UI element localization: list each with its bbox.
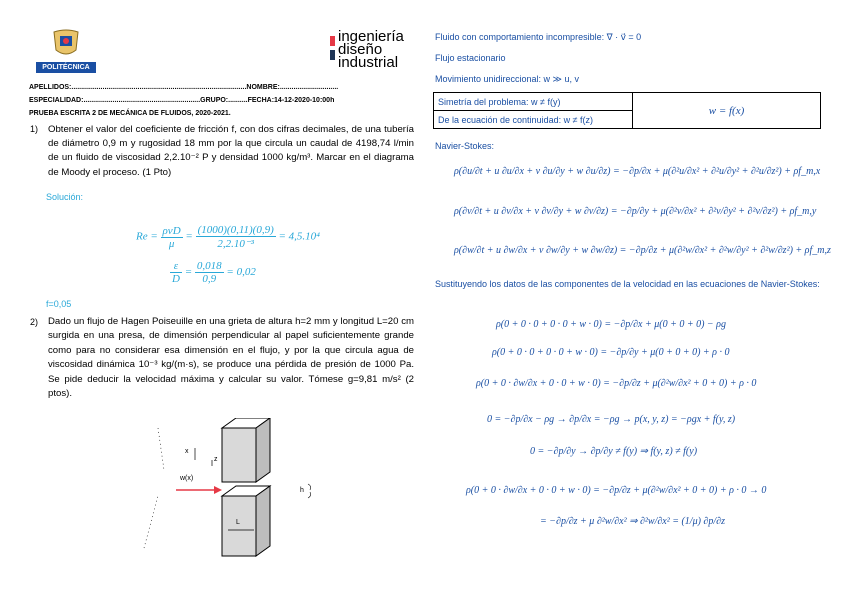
roughness-equation: $\frac{\varepsilon}{D}$ = $\frac{0,018}{0,9}$ = 0,02 bbox=[172, 260, 256, 285]
lower-block-side bbox=[256, 486, 270, 556]
upper-block-side bbox=[256, 418, 270, 482]
fig-z-label: z bbox=[214, 456, 218, 463]
upper-block-front bbox=[222, 428, 256, 482]
school-logo-line-3: industrial bbox=[338, 54, 399, 71]
re-result: = 4,5.10⁴ bbox=[278, 230, 320, 243]
especialidad-line: ESPECIALIDAD:............................................................GRUPO:..........FECHA:14-12-2020-10:00h bbox=[29, 97, 335, 104]
symmetry-cell-1: Simetría del problema: w ≠ f(y) bbox=[434, 93, 633, 111]
re-den-1: μ bbox=[168, 237, 175, 250]
guide-line-top bbox=[158, 428, 164, 470]
guide-line-bottom bbox=[144, 496, 158, 548]
solution-label: Solución: bbox=[46, 192, 84, 202]
school-logo-line-2: diseño bbox=[338, 41, 383, 58]
navier-stokes-x: ρ(∂u/∂t + u ∂u/∂x + v ∂u/∂y + w ∂u/∂z) = −∂p/∂x + μ(∂²u/∂x² + ∂²u/∂y² + ∂²u/∂z²) + ρf_m,x bbox=[454, 166, 821, 177]
problem-2-number: 2) bbox=[30, 317, 39, 327]
equation-3: ρ(0 + 0 · ∂w/∂x + 0 · 0 + w · 0) = −∂p/∂z + μ(∂²w/∂x² + 0 + 0) + ρ · 0 bbox=[476, 378, 757, 389]
lower-block-front bbox=[222, 496, 256, 556]
eps-fraction-2 bbox=[195, 260, 224, 285]
school-logo-bars-icon bbox=[328, 32, 338, 72]
incompressible-line: Fluido con comportamiento incompresible: ∇ · v⃗ = 0 bbox=[435, 32, 642, 42]
university-logo bbox=[36, 28, 96, 76]
symmetry-row-1 bbox=[434, 93, 821, 111]
eps-den: D bbox=[172, 273, 180, 285]
re-num-1: ρvD bbox=[162, 224, 181, 237]
re-num-2: (1000)(0,11)(0,9) bbox=[197, 224, 274, 236]
eps-den-2: 0,9 bbox=[202, 273, 217, 285]
navier-stokes-z: ρ(∂w/∂t + u ∂w/∂x + v ∂w/∂y + w ∂w/∂z) = −∂p/∂z + μ(∂²w/∂x² + ∂²w/∂y² + ∂²w/∂z²) + ρf_m,z bbox=[454, 245, 831, 256]
substitution-label: Sustituyendo los datos de las componentes de la velocidad en las ecuaciones de Navier-Stokes: bbox=[435, 279, 820, 289]
re-den-2: 2,2.10⁻³ bbox=[217, 238, 254, 250]
equation-2: ρ(0 + 0 · 0 + 0 · 0 + w · 0) = −∂p/∂y + μ(0 + 0 + 0) + ρ · 0 bbox=[492, 347, 730, 358]
eps-result: = 0,02 bbox=[226, 266, 256, 279]
crack-figure bbox=[140, 418, 330, 558]
navier-stokes-y: ρ(∂v/∂t + u ∂v/∂x + v ∂v/∂y + w ∂v/∂z) = −∂p/∂y + μ(∂²v/∂x² + ∂²v/∂y² + ∂²v/∂z²) + ρf_m,y bbox=[454, 206, 817, 217]
university-label: POLITÉCNICA bbox=[36, 62, 96, 73]
apellidos-line: APELLIDOS:..........................................................................................NOMBRE:.............................. bbox=[29, 84, 339, 91]
school-logo-line-1: ingeniería bbox=[338, 28, 404, 45]
problem-1-text: Obtener el valor del coeficiente de fricción f, con dos cifras decimales, de una tubería de diámetro 0,9 m y rugosidad 18 mm por la que circula un caudal de 4198,74 l/min de un fluido de viscosidad 2,2.10⁻² P y densidad 1000 kg/m³. Marcar en el diagrama de Moody el proceso. (1 Pto) bbox=[48, 124, 414, 178]
re-lhs: Re = bbox=[136, 230, 158, 243]
symmetry-result-cell: w = f(x) bbox=[633, 93, 821, 129]
height-bracket-icon bbox=[308, 484, 311, 498]
problem-1-answer: f=0,05 bbox=[46, 299, 72, 309]
navier-stokes-label: Navier-Stokes: bbox=[435, 141, 495, 151]
unidirectional-line: Movimiento unidireccional: w ≫ u, v bbox=[435, 74, 579, 84]
eps-num-2: 0,018 bbox=[196, 260, 222, 272]
problem-2-text: Dado un flujo de Hagen Poiseuille en una grieta de altura h=2 mm y longitud L=20 cm surgida en una presa, de dimensión perpendicular al papel suficientemente grande como para no considerar esa dimensión en el flujo, y por la que circula agua de viscosidad dinámica 10⁻³ kg/(m·s), se produce una pérdida de presión de 1000 Pa. Se pide deducir la velocidad máxima y calcular su valor. Tómese g=9,81 m/s² (2 ptos). bbox=[48, 316, 414, 400]
reynolds-equation: Re = $\frac{\text{ρvD}}{\mu}$ = $\frac{(1000)(0,11)(0,9)}{\text{2,2.10⁻³}}$ = 4,5.10⁴ bbox=[136, 224, 320, 250]
problem-1-number: 1) bbox=[30, 124, 39, 134]
school-logo bbox=[328, 30, 408, 74]
eps-fraction-1 bbox=[170, 260, 182, 285]
equation-1: ρ(0 + 0 · 0 + 0 · 0 + w · 0) = −∂p/∂x + μ(0 + 0 + 0) − ρg bbox=[496, 319, 726, 330]
symmetry-cell-2: De la ecuación de continuidad: w ≠ f(z) bbox=[434, 111, 633, 129]
re-fraction-1 bbox=[161, 225, 183, 250]
fig-h-label: h bbox=[300, 487, 304, 494]
re-fraction-2 bbox=[196, 224, 276, 250]
flow-arrow-icon bbox=[214, 486, 222, 494]
fig-w-label: w(x) bbox=[180, 475, 194, 482]
fig-l-label: L bbox=[236, 519, 240, 526]
stationary-line: Flujo estacionario bbox=[435, 53, 506, 63]
equation-5: 0 = −∂p/∂y → ∂p/∂y ≠ f(y) ⇒ f(y, z) ≠ f(y) bbox=[530, 446, 698, 457]
equation-7: = −∂p/∂z + μ ∂²w/∂x² ⇒ ∂²w/∂x² = (1/μ) ∂p/∂z bbox=[540, 516, 725, 527]
equation-4: 0 = −∂p/∂x − ρg → ∂p/∂x = −ρg → p(x, y, z) = −ρgx + f(y, z) bbox=[487, 414, 736, 425]
equation-6: ρ(0 + 0 · ∂w/∂x + 0 · 0 + w · 0) = −∂p/∂z + μ(∂²w/∂x² + 0 + 0) + ρ · 0 → 0 bbox=[466, 485, 767, 496]
fig-x-label: x bbox=[185, 448, 189, 455]
symmetry-table bbox=[433, 92, 821, 129]
eps-num: ε bbox=[170, 260, 182, 273]
exam-title: PRUEBA ESCRITA 2 DE MECÁNICA DE FLUIDOS, 2020-2021. bbox=[29, 110, 231, 117]
